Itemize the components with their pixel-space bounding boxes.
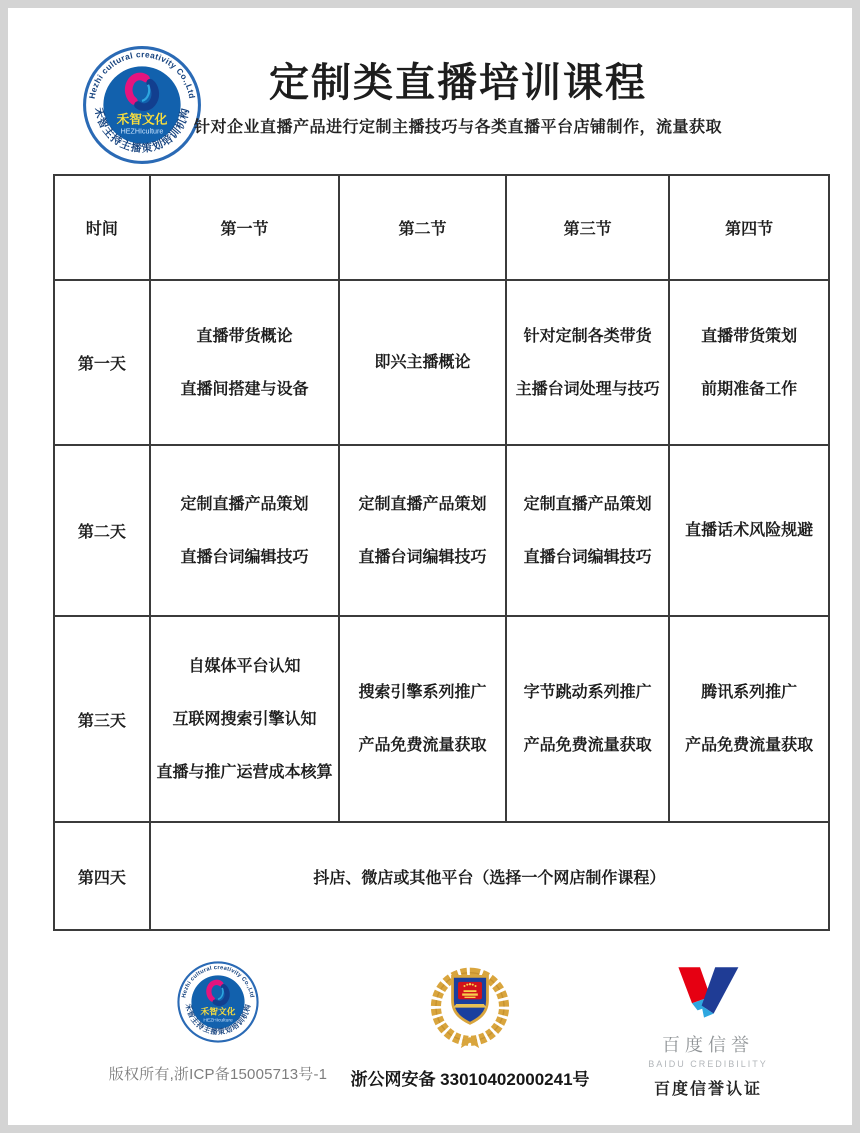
table-row-day3 [54, 616, 829, 822]
course-line: 搜索引擎系列推广 [358, 684, 487, 701]
day-label: 第二天 [54, 445, 150, 616]
icp-text: 版权所有,浙ICP备15005713号-1 [108, 1066, 328, 1083]
course-line: 产品免费流量获取 [358, 737, 487, 754]
police-badge-icon [424, 958, 516, 1050]
page-subtitle: 针对企业直播产品进行定制主播技巧与各类直播平台店铺制作，流量获取 [193, 119, 722, 136]
baidu-credibility-en: BAIDU CREDIBILITY [648, 1059, 768, 1069]
merged-course-cell: 抖店、微店或其他平台（选择一个网店制作课程） [150, 822, 829, 930]
col-header-session1: 第一节 [150, 175, 339, 280]
course-line: 针对定制各类带货 [523, 327, 652, 345]
course-line: 自媒体平台认知 [188, 657, 301, 675]
hezhi-logo-icon [176, 960, 260, 1044]
course-cell [339, 445, 506, 616]
footer-baidu-block [598, 964, 818, 1099]
course-cell [150, 280, 339, 445]
course-line: 直播与推广运营成本核算 [156, 763, 333, 781]
course-line: 直播带货策划 [701, 327, 798, 345]
course-cell [669, 280, 829, 445]
course-cell [506, 616, 670, 822]
course-line: 产品免费流量获取 [523, 737, 652, 754]
col-header-session2: 第二节 [339, 175, 506, 280]
course-cell [339, 280, 506, 445]
table-row-day4 [54, 822, 829, 930]
course-line: 即兴主播概论 [374, 354, 471, 371]
course-cell [669, 445, 829, 616]
course-line: 直播台词编辑技巧 [523, 548, 652, 566]
course-line: 直播台词编辑技巧 [180, 548, 309, 566]
course-line: 产品免费流量获取 [685, 737, 814, 754]
table-header-row [54, 175, 829, 280]
course-line: 直播带货概论 [196, 327, 293, 345]
footer-police-block [350, 958, 590, 1090]
col-header-time: 时间 [54, 175, 150, 280]
course-line: 前期准备工作 [701, 380, 798, 398]
header [8, 60, 852, 137]
course-line: 定制直播产品策划 [358, 495, 487, 513]
course-cell [506, 280, 670, 445]
footer-icp-block [88, 960, 348, 1084]
course-line: 定制直播产品策划 [180, 495, 309, 513]
table-row-day2 [54, 445, 829, 616]
course-line: 腾讯系列推广 [701, 684, 798, 701]
schedule-table [53, 174, 830, 931]
baidu-credibility-cn: 百度信誉 [662, 1035, 754, 1055]
col-header-session3: 第三节 [506, 175, 670, 280]
course-cell [150, 445, 339, 616]
course-cell [506, 445, 670, 616]
police-filing-text: 浙公网安备 33010402000241号 [350, 1070, 590, 1089]
day-label: 第三天 [54, 616, 150, 822]
course-cell [150, 616, 339, 822]
course-cell [339, 616, 506, 822]
course-line: 定制直播产品策划 [523, 495, 652, 513]
page-title: 定制类直播培训课程 [269, 61, 647, 105]
day-label: 第四天 [54, 822, 150, 930]
baidu-credibility-icon [664, 964, 752, 1020]
course-cell [669, 616, 829, 822]
course-line: 字节跳动系列推广 [523, 684, 652, 701]
course-line: 直播台词编辑技巧 [358, 548, 487, 566]
baidu-cert-text: 百度信誉认证 [653, 1081, 762, 1098]
col-header-session4: 第四节 [669, 175, 829, 280]
table-row-day1 [54, 280, 829, 445]
day-label: 第一天 [54, 280, 150, 445]
course-line: 直播话术风险规避 [685, 522, 814, 539]
course-line: 主播台词处理与技巧 [515, 380, 660, 398]
course-line: 直播间搭建与设备 [180, 380, 309, 398]
course-line: 互联网搜索引擎认知 [172, 710, 317, 728]
